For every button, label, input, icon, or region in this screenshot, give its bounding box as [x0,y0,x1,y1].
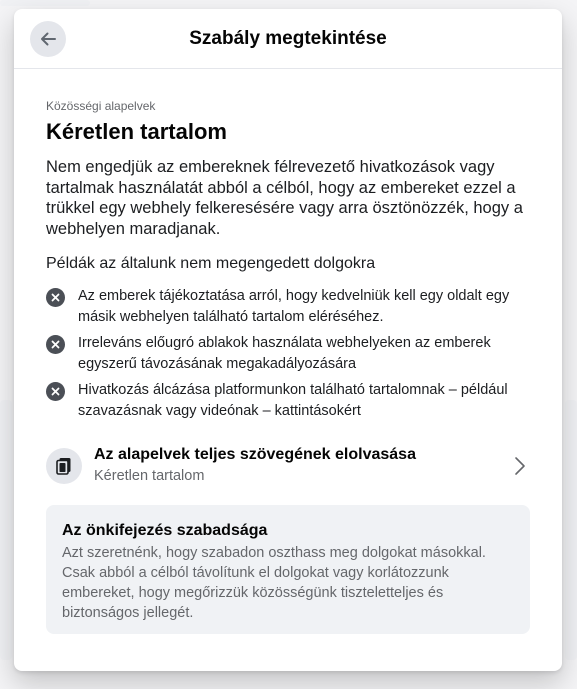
dialog-header [14,9,562,69]
example-text: Az emberek tájékoztatása arról, hogy kedvelniük kell egy oldalt egy másik webhelyen található tartalom eléréséhez. [78,288,510,325]
book-icon [46,448,82,484]
info-card-text: Azt szeretnénk, hogy szabadon oszthass meg dolgokat másokkal. Csak abból a célból távolítunk el dolgokat vagy korlátozzunk embereket, hogy megőrizzük közösségünk tiszteletteljes és biztonságos jellegét. [62,545,486,621]
example-text: Hivatkozás álcázása platformunkon található tartalomnak – például szavazásnak vagy videónak – kattintásokért [78,382,508,419]
list-item [46,333,530,375]
chevron-right-icon [510,454,530,478]
rule-dialog [14,9,562,671]
read-guidelines-link[interactable] [46,441,530,491]
freedom-of-expression-card [46,505,530,634]
dialog-body [14,69,562,634]
info-card-title: Az önkifejezés szabadsága [62,522,268,539]
link-title: Az alapelvek teljes szövegének elolvasása [94,446,416,463]
x-circle-icon [46,288,65,307]
example-text: Irreleváns előugró ablakok használata webhelyeken az emberek egyszerű távozásának megakadályozására [78,335,491,372]
x-circle-icon [46,382,65,401]
rule-category: Közösségi alapelvek [46,99,156,113]
rule-description: Nem engedjük az embereknek félrevezető hivatkozások vagy tartalmak használatát abból a célból, hogy az embereket ezzel a trükkel egy webhely felkeresésére vagy arra ösztönözzék, hogy a webhelyen maradjanak. [46,158,523,238]
list-item [46,286,530,328]
example-list [46,286,530,422]
back-button[interactable] [30,21,66,57]
x-circle-icon [46,335,65,354]
examples-heading: Példák az általunk nem megengedett dolgokra [46,255,376,272]
link-texts [94,445,510,487]
dialog-title: Szabály megtekintése [189,27,387,49]
rule-title: Kéretlen tartalom [46,119,227,144]
arrow-left-icon [39,30,57,48]
list-item [46,380,530,422]
link-subtitle: Kéretlen tartalom [94,468,205,484]
